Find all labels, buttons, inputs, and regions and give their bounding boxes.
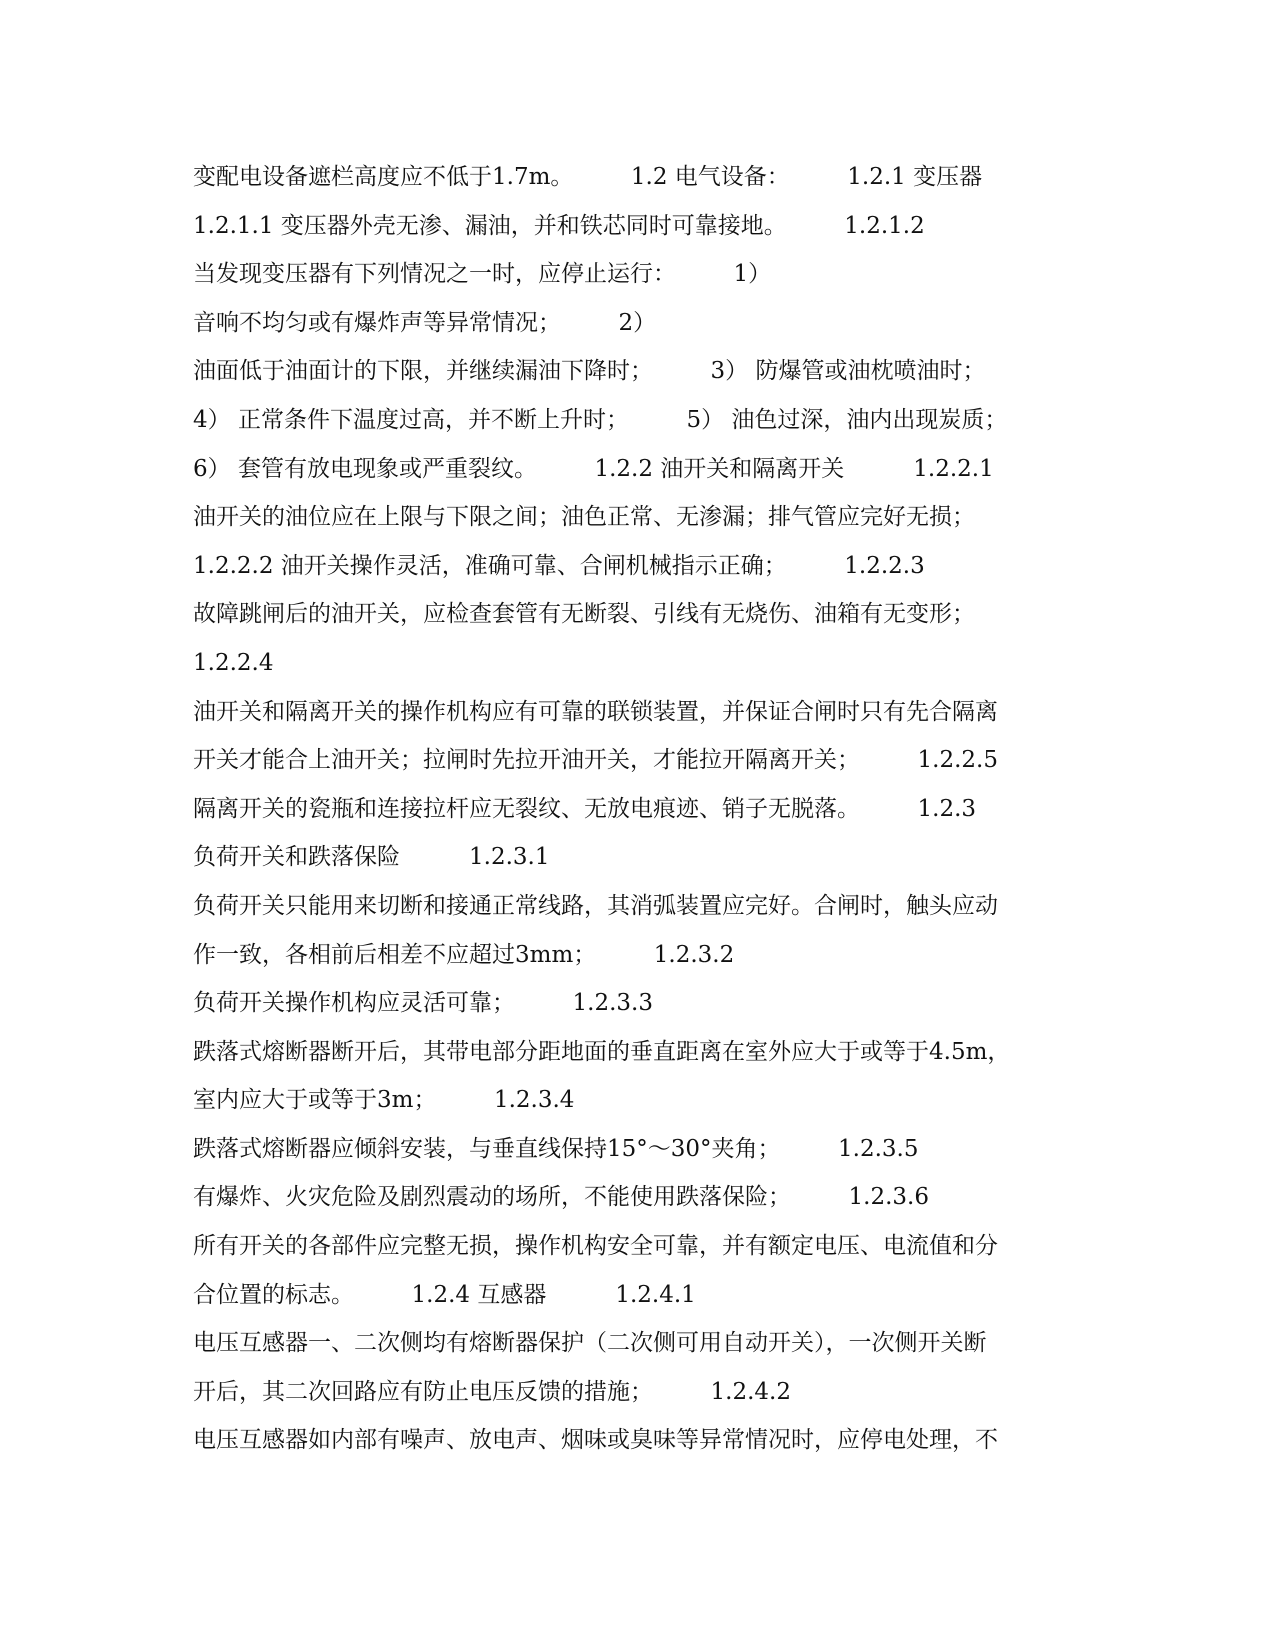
text-line: 跌落式熔断器断开后，其带电部分距地面的垂直距离在室外应大于或等于4.5m， [193,1038,1011,1065]
text-line: 开关才能合上油开关；拉闸时先拉开油开关，才能拉开隔离开关； 1.2.2.5 [193,747,998,774]
text-line: 油面低于油面计的下限，并继续漏油下降时； 3） 防爆管或油枕喷油时； [193,358,986,385]
text-line: 油开关和隔离开关的操作机构应有可靠的联锁装置，并保证合闸时只有先合隔离 [193,698,998,725]
text-line: 开后，其二次回路应有防止电压反馈的措施； 1.2.4.2 [193,1378,791,1405]
body-text [193,153,1083,1465]
text-line: 有爆炸、火灾危险及剧烈震动的场所，不能使用跌落保险； 1.2.3.6 [193,1184,929,1211]
text-line: 音响不均匀或有爆炸声等异常情况； 2） [193,309,657,336]
text-line: 变配电设备遮栏高度应不低于1.7m。 1.2 电气设备： 1.2.1 变压器 [193,164,983,190]
text-line: 负荷开关操作机构应灵活可靠； 1.2.3.3 [193,990,653,1017]
text-line: 油开关的油位应在上限与下限之间；油色正常、无渗漏；排气管应完好无损； [193,504,975,531]
text-line: 电压互感器一、二次侧均有熔断器保护（二次侧可用自动开关），一次侧开关断 [193,1330,987,1357]
text-line: 负荷开关只能用来切断和接通正常线路，其消弧装置应完好。合闸时，触头应动 [193,892,998,919]
text-line: 1.2.2.4 [193,649,274,676]
text-line: 1.2.1.1 变压器外壳无渗、漏油，并和铁芯同时可靠接地。 1.2.1.2 [193,212,925,239]
text-line: 负荷开关和跌落保险 1.2.3.1 [193,844,550,871]
text-line: 跌落式熔断器应倾斜安装，与垂直线保持15°～30°夹角； 1.2.3.5 [193,1135,919,1162]
text-line: 当发现变压器有下列情况之一时，应停止运行： 1） [193,261,772,288]
text-line: 4） 正常条件下温度过高，并不断上升时； 5） 油色过深，油内出现炭质； [193,406,1008,433]
text-line: 1.2.2.2 油开关操作灵活，准确可靠、合闸机械指示正确； 1.2.2.3 [193,552,925,579]
text-line: 电压互感器如内部有噪声、放电声、烟味或臭味等异常情况时，应停电处理，不 [193,1427,998,1454]
text-line: 作一致，各相前后相差不应超过3mm； 1.2.3.2 [193,941,735,968]
text-line: 室内应大于或等于3m； 1.2.3.4 [193,1087,575,1114]
text-line: 故障跳闸后的油开关，应检查套管有无断裂、引线有无烧伤、油箱有无变形； [193,601,975,628]
text-line: 6） 套管有放电现象或严重裂纹。 1.2.2 油开关和隔离开关 1.2.2.1 [193,455,994,482]
text-line: 合位置的标志。 1.2.4 互感器 1.2.4.1 [193,1281,696,1308]
text-line: 隔离开关的瓷瓶和连接拉杆应无裂纹、无放电痕迹、销子无脱落。 1.2.3 [193,795,977,822]
text-line: 所有开关的各部件应完整无损，操作机构安全可靠，并有额定电压、电流值和分 [193,1233,998,1260]
